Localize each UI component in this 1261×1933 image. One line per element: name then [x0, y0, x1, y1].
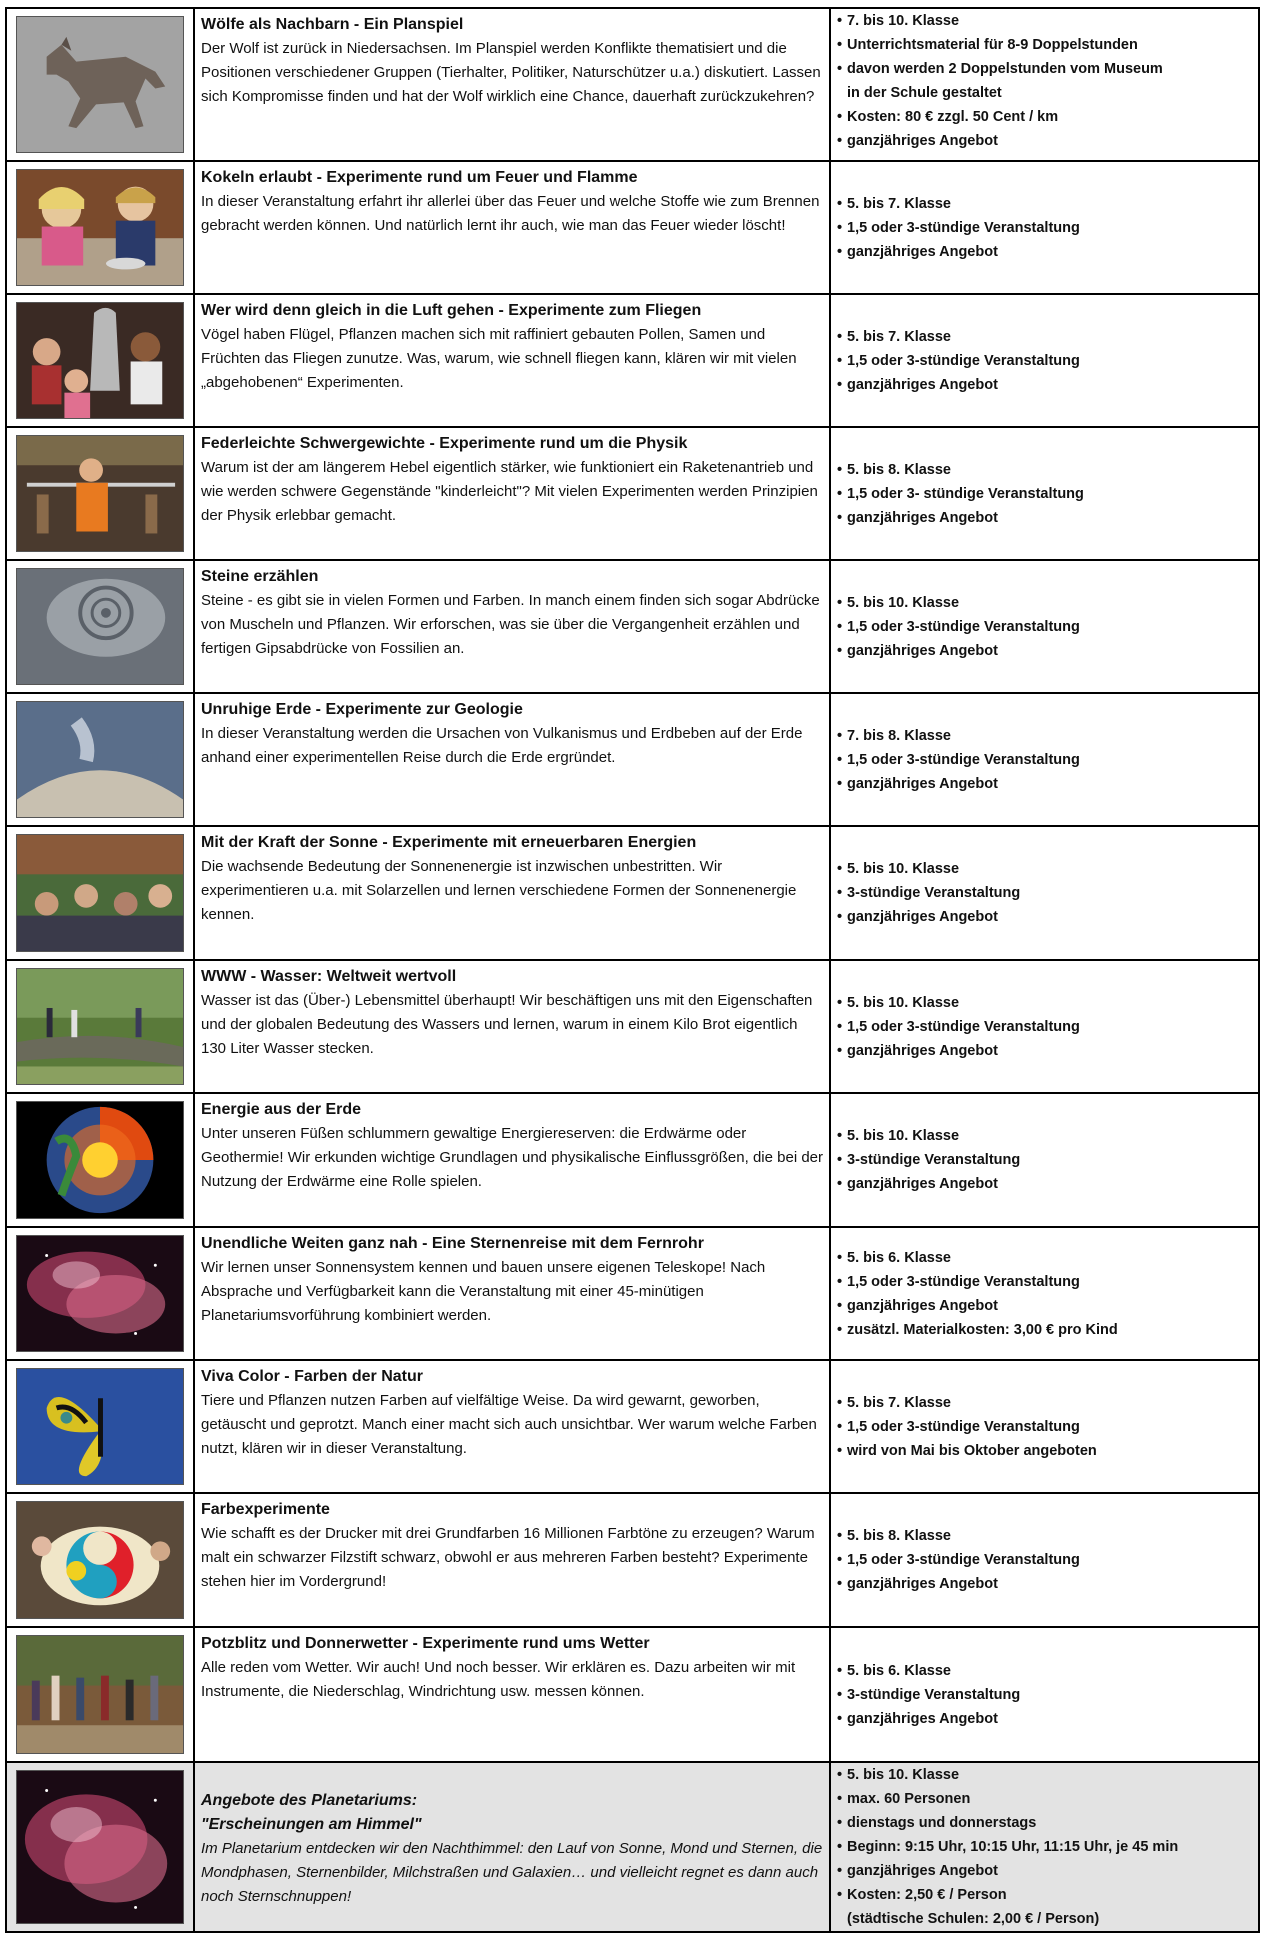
info-item: • 5. bis 6. Klasse [837, 1249, 951, 1266]
info-item: • 5. bis 10. Klasse [837, 861, 960, 877]
offer-description: Steine - es gibt sie in vielen Formen und Farben. In manch einem finden sich sogar Abdrücke von Muscheln und Pflanzen. Wir erforschen, was sie über die Vergangenheit erzählen und fertigen Gipsabdrücke von Fossilien an. [201, 592, 820, 657]
offer-title: Unruhige Erde - Experimente zur Geologie [201, 701, 523, 718]
offer-title: Mit der Kraft der Sonne - Experimente mit erneuerbaren Energien [201, 834, 697, 851]
info-item: • 1,5 oder 3-stündige Veranstaltung [837, 618, 1080, 635]
info-list [837, 1391, 1254, 1463]
offer-title: Wölfe als Nachbarn - Ein Planspiel [201, 16, 464, 33]
offer-row-color-experiments [5, 1492, 1260, 1626]
info-list [837, 1524, 1254, 1596]
info-cell [833, 694, 1258, 825]
info-item: • Kosten: 2,50 € / Person [837, 1887, 1007, 1903]
offer-description: Wie schafft es der Drucker mit drei Grundfarben 16 Millionen Farbtöne zu erzeugen? Warum malt ein schwarzer Filzstift schwarz, obwohl er aus mehreren Farben besteht? Experimente stehen hier im Vordergrund! [201, 1525, 815, 1590]
offer-row-physics [5, 426, 1260, 559]
text-cell [197, 961, 831, 1092]
info-list [837, 458, 1254, 530]
image-cell [7, 1763, 195, 1931]
children-solar-photo [16, 834, 184, 952]
text-cell [197, 694, 831, 825]
info-item: • ganzjähriges Angebot [837, 133, 998, 149]
children-fire-photo [16, 169, 184, 286]
info-item: • ganzjähriges Angebot [837, 775, 998, 792]
info-item: • ganzjähriges Angebot [837, 1710, 998, 1727]
text-cell [197, 1228, 831, 1359]
info-cell [833, 1228, 1258, 1359]
offer-description: Die wachsende Bedeutung der Sonnenenergie ist inzwischen unbestritten. Wir experimentieren u.a. mit Solarzellen und lernen verschiedene Formen der Sonnenenergie kennen. [201, 858, 797, 923]
info-item: • 1,5 oder 3-stündige Veranstaltung [837, 1273, 1080, 1290]
wolf-photo [16, 16, 184, 153]
info-item: • 5. bis 10. Klasse [837, 1767, 960, 1783]
info-item: • 5. bis 10. Klasse [837, 594, 960, 611]
info-item: • 5. bis 8. Klasse [837, 461, 951, 478]
offer-title: Steine erzählen [201, 568, 319, 585]
image-cell [7, 1361, 195, 1492]
text-cell [197, 1494, 831, 1626]
info-item: • 5. bis 10. Klasse [837, 1128, 960, 1144]
offer-row-stones [5, 559, 1260, 692]
offer-title: Kokeln erlaubt - Experimente rund um Feuer und Flamme [201, 169, 638, 186]
info-item: • ganzjähriges Angebot [837, 1297, 998, 1314]
info-item: • 5. bis 8. Klasse [837, 1528, 951, 1544]
info-item: • davon werden 2 Doppelstunden vom Museum [837, 61, 1163, 77]
info-item: • 1,5 oder 3-stündige Veranstaltung [837, 1552, 1080, 1568]
image-cell [7, 1094, 195, 1226]
offer-description: Tiere und Pflanzen nutzen Farben auf vielfältige Weise. Da wird gewarnt, geworben, getäuscht und geprotzt. Manch einer macht sich auch unsichtbar. Wer warum welche Farben nutzt, klären wir in dieser Veranstaltung. [201, 1392, 817, 1457]
offer-description: Warum ist der am längerem Hebel eigentlich stärker, wie funktioniert ein Raketenantrieb und wie werden schwere Gegenstände "kinderleicht"? Mit vielen Experimenten werden Prinzipien der Physik erlebbar gemacht. [201, 459, 818, 524]
info-item: (städtische Schulen: 2,00 € / Person) [847, 1911, 1100, 1927]
info-cell [833, 1361, 1258, 1492]
info-item: • 1,5 oder 3-stündige Veranstaltung [837, 1418, 1080, 1435]
info-cell [833, 428, 1258, 559]
info-cell [833, 561, 1258, 692]
info-list [837, 1763, 1254, 1931]
info-list [837, 857, 1254, 929]
info-item: • 7. bis 8. Klasse [837, 727, 951, 744]
offer-title: WWW - Wasser: Weltweit wertvoll [201, 968, 457, 985]
info-cell [833, 1094, 1258, 1226]
offer-title: Viva Color - Farben der Natur [201, 1368, 423, 1385]
info-item: • wird von Mai bis Oktober angeboten [837, 1442, 1097, 1459]
info-list [837, 9, 1254, 153]
text-cell [197, 1361, 831, 1492]
offer-row-planetarium [5, 1761, 1260, 1933]
offer-title: Energie aus der Erde [201, 1101, 362, 1118]
info-cell [833, 9, 1258, 160]
info-item: • ganzjähriges Angebot [837, 1176, 998, 1192]
info-list [837, 325, 1254, 397]
river-group-photo [16, 968, 184, 1085]
info-cell [833, 961, 1258, 1092]
text-cell [197, 1763, 831, 1931]
info-list [837, 1659, 1254, 1731]
info-list [837, 1124, 1254, 1196]
info-item: • 5. bis 7. Klasse [837, 195, 951, 212]
ammonite-fossil-photo [16, 568, 184, 685]
offer-row-solar [5, 825, 1260, 959]
info-item: • 3-stündige Veranstaltung [837, 885, 1021, 901]
offer-description: Wasser ist das (Über-) Lebensmittel überhaupt! Wir beschäftigen uns mit den Eigenschaften und der globalen Bedeutung des Wassers und lernen, warum in einem Kilo Brot eigentlich 130 Liter Wasser stecken. [201, 992, 813, 1057]
image-cell [7, 827, 195, 959]
offer-title: Potzblitz und Donnerwetter - Experimente rund ums Wetter [201, 1635, 650, 1652]
info-item: • 5. bis 7. Klasse [837, 328, 951, 345]
image-cell [7, 295, 195, 426]
info-cell [833, 1628, 1258, 1761]
offer-description: Wir lernen unser Sonnensystem kennen und bauen unsere eigenen Teleskope! Nach Absprache und Verfügbarkeit kann die Veranstaltung mit einer 45-minütigen Planetariumsvorführung kombiniert werden. [201, 1259, 766, 1324]
info-item: • 7. bis 10. Klasse [837, 13, 960, 29]
offer-row-weather [5, 1626, 1260, 1761]
info-list [837, 192, 1254, 264]
image-cell [7, 961, 195, 1092]
info-list [837, 991, 1254, 1063]
info-cell [833, 827, 1258, 959]
text-cell [197, 162, 831, 293]
text-cell [197, 428, 831, 559]
text-cell [197, 295, 831, 426]
volcano-model-photo [16, 701, 184, 818]
info-cell [833, 1494, 1258, 1626]
offer-row-geology [5, 692, 1260, 825]
offer-description: Alle reden vom Wetter. Wir auch! Und noch besser. Wir erklären es. Dazu arbeiten wir mit Instrumente, die Niederschlag, Windrichtung usw. messen können. [201, 1659, 796, 1700]
color-wheel-photo [16, 1501, 184, 1619]
info-item: • ganzjähriges Angebot [837, 1042, 998, 1059]
info-item: • ganzjähriges Angebot [837, 376, 998, 393]
nebula-photo [16, 1770, 184, 1924]
image-cell [7, 1628, 195, 1761]
info-item: • ganzjähriges Angebot [837, 909, 998, 925]
text-cell [197, 1628, 831, 1761]
text-cell [197, 827, 831, 959]
image-cell [7, 561, 195, 692]
offer-row-colors-nature [5, 1359, 1260, 1492]
offer-description: Der Wolf ist zurück in Niedersachsen. Im Planspiel werden Konflikte thematisiert und die Positionen verschiedener Gruppen (Tierhalter, Politiker, Naturschützer u.a.) diskutiert. Lassen sich Kompromisse finden und hat der Wolf wirklich eine Chance, dauerhaft zurückzukehren? [201, 40, 821, 105]
offer-row-fire [5, 160, 1260, 293]
info-item: • zusätzl. Materialkosten: 3,00 € pro Kind [837, 1321, 1118, 1338]
info-list [837, 724, 1254, 796]
info-item: • 1,5 oder 3-stündige Veranstaltung [837, 352, 1080, 369]
nebula-photo [16, 1235, 184, 1352]
image-cell [7, 1228, 195, 1359]
text-cell [197, 9, 831, 160]
offer-row-wolves [5, 7, 1260, 160]
info-item: • ganzjähriges Angebot [837, 642, 998, 659]
info-item: • 5. bis 7. Klasse [837, 1394, 951, 1411]
info-item: • 1,5 oder 3-stündige Veranstaltung [837, 219, 1080, 236]
earth-core-photo [16, 1101, 184, 1219]
info-item: • dienstags und donnerstags [837, 1815, 1037, 1831]
offer-row-geothermal [5, 1092, 1260, 1226]
offer-description: In dieser Veranstaltung werden die Ursachen von Vulkanismus und Erdbeben auf der Erde anhand einer experimentellen Reise durch die Erde ergründet. [201, 725, 803, 766]
text-cell [197, 1094, 831, 1226]
offer-row-telescope [5, 1226, 1260, 1359]
info-item: • 1,5 oder 3-stündige Veranstaltung [837, 751, 1080, 768]
offer-description: In dieser Veranstaltung erfahrt ihr allerlei über das Feuer und welche Stoffe wie zum Brennen gebracht werden können. Und natürlich lernt ihr auch, wie man das Feuer wieder löscht! [201, 193, 820, 234]
offer-description: Unter unseren Füßen schlummern gewaltige Energiereserven: die Erdwärme oder Geothermie! Wir erkunden wichtige Grundlagen und physikalische Einflussgrößen, die bei der Nutzung der Erdwärme eine Rolle spielen. [201, 1125, 823, 1190]
info-item: • 5. bis 6. Klasse [837, 1662, 951, 1679]
info-item: • Unterrichtsmaterial für 8-9 Doppelstunden [837, 37, 1138, 53]
image-cell [7, 428, 195, 559]
info-item: • max. 60 Personen [837, 1791, 971, 1807]
image-cell [7, 694, 195, 825]
offer-title: Wer wird denn gleich in die Luft gehen - Experimente zum Fliegen [201, 302, 702, 319]
offer-row-flying [5, 293, 1260, 426]
offer-row-water [5, 959, 1260, 1092]
offer-title: Unendliche Weiten ganz nah - Eine Sternenreise mit dem Fernrohr [201, 1235, 704, 1252]
offer-title: Angebote des Planetariums: "Erscheinungen am Himmel" [201, 1792, 422, 1833]
info-item: • ganzjähriges Angebot [837, 1576, 998, 1592]
group-outdoors-weather-photo [16, 1635, 184, 1754]
info-item: • Kosten: 80 € zzgl. 50 Cent / km [837, 109, 1059, 125]
image-cell [7, 9, 195, 160]
info-item: • 1,5 oder 3- stündige Veranstaltung [837, 485, 1084, 502]
offer-title: Federleichte Schwergewichte - Experimente rund um die Physik [201, 435, 688, 452]
boy-lever-photo [16, 435, 184, 552]
info-cell [833, 162, 1258, 293]
info-item: • ganzjähriges Angebot [837, 509, 998, 526]
info-list [837, 1246, 1254, 1342]
children-rocket-photo [16, 302, 184, 419]
image-cell [7, 1494, 195, 1626]
offer-description: Im Planetarium entdecken wir den Nachthimmel: den Lauf von Sonne, Mond und Sternen, die Mondphasen, Sternenbilder, Milchstraßen und Galaxien… und vielleicht regnet es dann auch noch Sternschnuppen! [201, 1840, 823, 1905]
text-cell [197, 561, 831, 692]
info-list [837, 591, 1254, 663]
offer-description: Vögel haben Flügel, Pflanzen machen sich mit raffiniert gebauten Pollen, Samen und Früchten das Fliegen zunutze. Was, warum, wie schnell fliegen kann, klären wir mit vielen „abgehobenen“ Experimenten. [201, 326, 797, 391]
info-item: • 3-stündige Veranstaltung [837, 1152, 1021, 1168]
info-item: • 3-stündige Veranstaltung [837, 1686, 1021, 1703]
info-item: • Beginn: 9:15 Uhr, 10:15 Uhr, 11:15 Uhr, je 45 min [837, 1839, 1179, 1855]
info-cell [833, 1763, 1258, 1931]
info-item: • 5. bis 10. Klasse [837, 994, 960, 1011]
info-item: in der Schule gestaltet [847, 85, 1002, 101]
info-cell [833, 295, 1258, 426]
offer-title: Farbexperimente [201, 1501, 330, 1518]
info-item: • 1,5 oder 3-stündige Veranstaltung [837, 1018, 1080, 1035]
info-item: • ganzjähriges Angebot [837, 243, 998, 260]
image-cell [7, 162, 195, 293]
info-item: • ganzjähriges Angebot [837, 1863, 998, 1879]
butterfly-photo [16, 1368, 184, 1485]
